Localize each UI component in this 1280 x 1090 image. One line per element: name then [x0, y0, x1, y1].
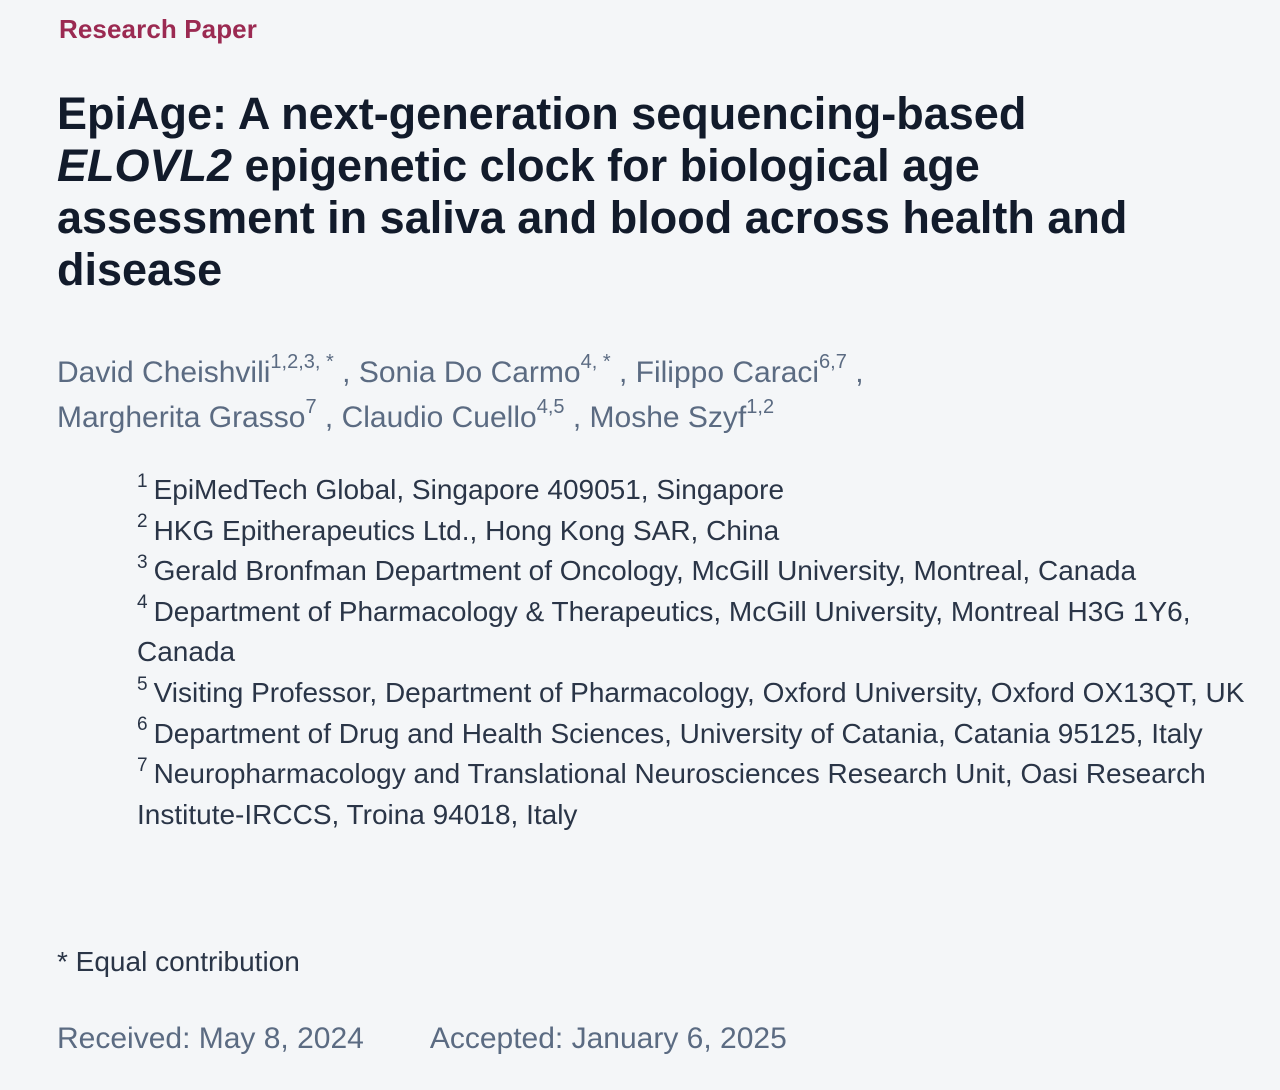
author-separator: , — [333, 356, 359, 389]
affiliation-text: Department of Pharmacology & Therapeutics, McGill University, Montreal H3G 1Y6, Canada — [137, 595, 1191, 668]
affiliation-item — [137, 673, 1257, 714]
affiliation-text: Gerald Bronfman Department of Oncology, McGill University, Montreal, Canada — [153, 555, 1137, 587]
author-name[interactable]: Margherita Grasso — [57, 401, 306, 434]
affiliation-item — [137, 714, 1257, 755]
affiliation-text: Visiting Professor, Department of Pharmacology, Oxford University, Oxford OX13QT, UK — [153, 676, 1245, 708]
affiliation-item — [137, 470, 1257, 511]
affiliation-item — [137, 592, 1257, 673]
author-name[interactable]: David Cheishvili — [57, 356, 271, 389]
accepted-date: Accepted: January 6, 2025 — [429, 1022, 787, 1055]
title-gene-name: ELOVL2 — [57, 140, 233, 191]
author-separator: , — [564, 401, 590, 434]
article-type-label: Research Paper — [59, 14, 257, 44]
title-part-1: EpiAge: A next-generation sequencing-based — [57, 88, 1027, 139]
author-affiliation-marks: 1,2 — [746, 396, 775, 418]
affiliation-number: 4 — [137, 592, 148, 614]
author-name[interactable]: Moshe Szyf — [589, 401, 747, 434]
author-name[interactable]: Claudio Cuello — [341, 401, 537, 434]
affiliation-item — [137, 754, 1257, 835]
affiliation-text: Department of Drug and Health Sciences, University of Catania, Catania 95125, Italy — [153, 717, 1203, 749]
author-affiliation-marks: 4, * — [580, 351, 611, 373]
author-name[interactable]: Filippo Caraci — [635, 356, 820, 389]
author-separator: , — [316, 401, 342, 434]
affiliation-number: 1 — [137, 470, 148, 492]
author-name[interactable]: Sonia Do Carmo — [358, 356, 581, 389]
affiliation-text: EpiMedTech Global, Singapore 409051, Singapore — [153, 474, 785, 505]
received-date: Received: May 8, 2024 — [57, 1022, 364, 1055]
affiliation-item — [137, 551, 1257, 592]
affiliation-text: Neuropharmacology and Translational Neurosciences Research Unit, Oasi Research Institute-IRCCS, Troina 94018, Italy — [137, 758, 1206, 830]
affiliation-number: 2 — [137, 511, 148, 533]
title-part-2: epigenetic clock for biological age assessment in saliva and blood across health and disease — [57, 140, 1128, 295]
author-separator: , — [846, 356, 864, 389]
author-affiliation-marks: 6,7 — [819, 351, 847, 373]
affiliation-item — [137, 511, 1257, 552]
publication-dates — [57, 1022, 787, 1056]
affiliation-number: 5 — [137, 673, 148, 695]
paper-title — [57, 88, 1237, 296]
affiliation-number: 3 — [137, 551, 148, 573]
author-affiliation-marks: 4,5 — [536, 396, 565, 418]
affiliation-number: 7 — [137, 754, 148, 776]
author-affiliation-marks: 1,2,3, * — [270, 351, 334, 373]
affiliation-text: HKG Epitherapeutics Ltd., Hong Kong SAR, China — [153, 514, 780, 546]
author-affiliation-marks: 7 — [305, 396, 317, 418]
author-list — [57, 350, 1237, 440]
equal-contribution-note: * Equal contribution — [57, 946, 300, 977]
author-separator: , — [610, 356, 636, 389]
affiliation-number: 6 — [137, 714, 148, 736]
affiliation-list — [137, 470, 1257, 835]
